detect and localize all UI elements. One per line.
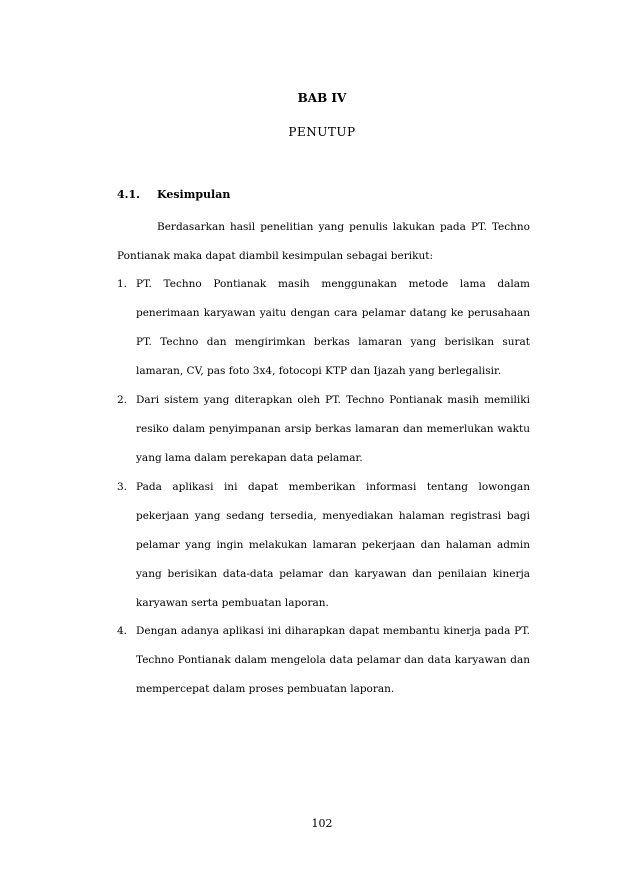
- list-item-number: 3.: [117, 481, 128, 493]
- list-item: [117, 386, 530, 473]
- list-item-text: Pada aplikasi ini dapat memberikan informasi tentang lowongan pekerjaan yang sedang tersedia, menyediakan halaman registrasi bagi pelamar yang ingin melakukan lamaran pekerjaan dan halaman admin yang berisikan data-data pelamar dan karyawan dan penilaian kinerja karyawan serta pembuatan laporan.: [136, 481, 530, 609]
- list-item-number: 1.: [117, 278, 128, 290]
- list-item-number: 4.: [117, 625, 128, 637]
- section-number: 4.1.: [117, 188, 140, 201]
- list-item: [117, 473, 530, 618]
- list-item: [117, 270, 530, 386]
- list-item-text: Dengan adanya aplikasi ini diharapkan dapat membantu kinerja pada PT. Techno Pontianak dalam mengelola data pelamar dan data karyawan dan mempercepat dalam proses pembuatan laporan.: [136, 625, 530, 695]
- list-item: [117, 617, 530, 704]
- page-number: 102: [311, 817, 333, 830]
- intro-paragraph: [117, 213, 530, 271]
- list-item-number: 2.: [117, 394, 128, 406]
- list-item-text: PT. Techno Pontianak masih menggunakan metode lama dalam penerimaan karyawan yaitu dengan cara pelamar datang ke perusahaan PT. Techno dan mengirimkan berkas lamaran yang berisikan surat lamaran, CV, pas foto 3x4, fotocopi KTP dan Ijazah yang berlegalisir.: [136, 278, 530, 377]
- chapter-title: PENUTUP: [288, 125, 356, 139]
- intro-text: Berdasarkan hasil penelitian yang penulis lakukan pada PT. Techno Pontianak maka dapat diambil kesimpulan sebagai berikut:: [117, 221, 530, 262]
- chapter-heading: BAB IV: [297, 91, 347, 105]
- section-title: Kesimpulan: [157, 188, 231, 201]
- list-item-text: Dari sistem yang diterapkan oleh PT. Techno Pontianak masih memiliki resiko dalam penyimpanan arsip berkas lamaran dan memerlukan waktu yang lama dalam perekapan data pelamar.: [136, 394, 530, 464]
